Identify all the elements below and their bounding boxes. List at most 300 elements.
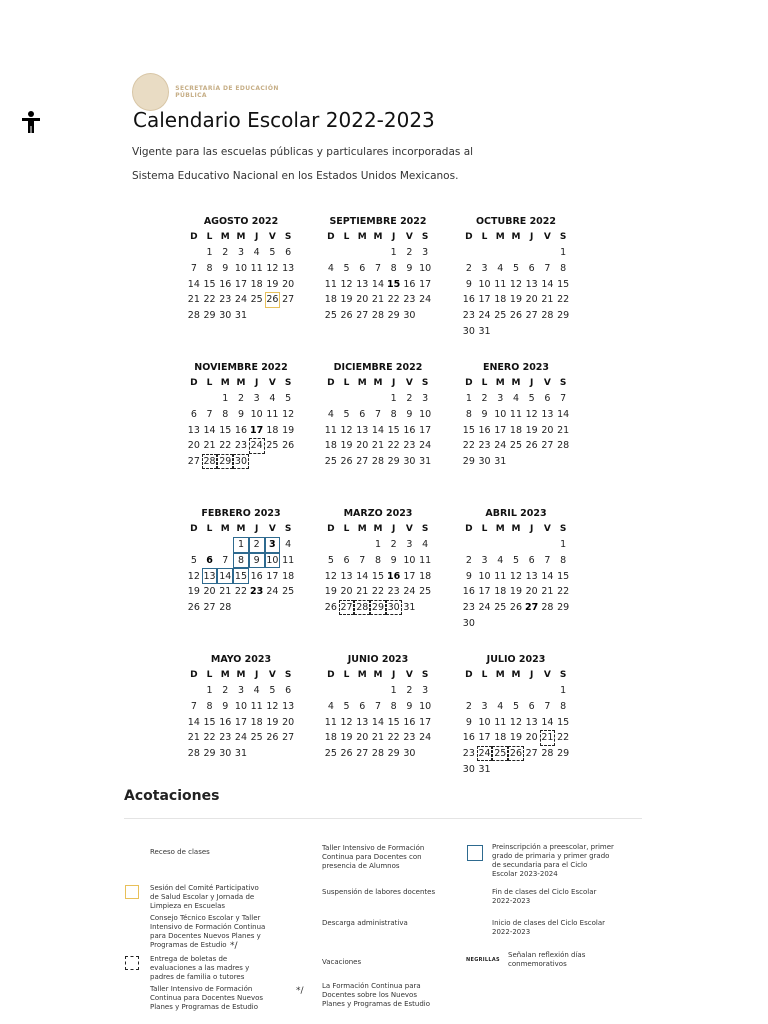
legend-suspension: Suspensión de labores docentes <box>322 888 436 896</box>
legend-descarga: Descarga administrativa <box>322 919 408 927</box>
day-cell: 11 <box>494 570 507 582</box>
day-cell: 26 <box>265 292 281 308</box>
week-row <box>461 438 571 454</box>
day-cell: 4 <box>512 393 519 405</box>
week-row <box>323 553 433 569</box>
weekday-header: J <box>391 378 396 388</box>
weekday-header: D <box>465 670 473 680</box>
day-cell: 13 <box>356 716 369 728</box>
day-cell: 23 <box>387 586 400 598</box>
day-cell: 12 <box>340 716 353 728</box>
day-cell: 27 <box>282 732 295 744</box>
day-cell: 10 <box>419 263 432 275</box>
day-cell: 28 <box>371 748 384 760</box>
week-row <box>323 308 433 324</box>
day-cell: 20 <box>541 424 554 436</box>
week-row <box>186 391 296 407</box>
day-cell: 20 <box>203 586 216 598</box>
month-table <box>461 229 571 339</box>
day-cell: 25 <box>494 310 507 322</box>
day-cell: 8 <box>560 263 567 275</box>
day-cell: 28 <box>541 748 554 760</box>
week-row <box>186 584 296 600</box>
day-cell: 14 <box>187 278 200 290</box>
day-cell: 23 <box>219 732 232 744</box>
weekday-header: V <box>405 378 413 388</box>
day-cell: 23 <box>219 294 232 306</box>
weekday-header: M <box>511 670 521 680</box>
day-cell: 28 <box>371 310 384 322</box>
day-cell: 29 <box>462 456 475 468</box>
day-cell: 16 <box>403 424 416 436</box>
week-row <box>461 245 571 261</box>
day-cell: 1 <box>206 247 213 259</box>
day-cell: 18 <box>266 424 279 436</box>
day-cell: 1 <box>206 685 213 697</box>
month-name: MARZO 2023 <box>343 508 413 519</box>
day-cell: 10 <box>403 555 416 567</box>
week-row <box>186 730 296 746</box>
month-table <box>461 521 571 631</box>
weekday-header: M <box>373 378 383 388</box>
week-row <box>461 584 571 600</box>
week-row <box>186 438 296 454</box>
week-row <box>323 391 433 407</box>
weekday-header: L <box>206 524 213 534</box>
day-cell: 7 <box>359 555 366 567</box>
day-cell: 14 <box>557 409 570 421</box>
day-cell: 26 <box>266 732 279 744</box>
day-cell: 21 <box>541 294 554 306</box>
day-cell: 20 <box>525 294 538 306</box>
day-cell: 17 <box>234 278 247 290</box>
day-cell: 15 <box>387 278 401 290</box>
day-cell: 12 <box>509 716 522 728</box>
day-cell: 19 <box>509 732 522 744</box>
legend-vacaciones: Vacaciones <box>322 958 362 966</box>
day-cell: 13 <box>525 716 538 728</box>
day-cell: 3 <box>481 263 488 275</box>
weekday-header: M <box>357 670 367 680</box>
day-cell: 14 <box>541 716 554 728</box>
day-cell: 27 <box>541 440 554 452</box>
day-cell: 17 <box>419 424 432 436</box>
weekday-header: L <box>481 524 488 534</box>
day-cell: 18 <box>324 440 337 452</box>
day-cell: 17 <box>266 570 279 582</box>
day-cell: 11 <box>419 555 432 567</box>
day-cell: 21 <box>371 294 384 306</box>
month-calendar <box>461 507 571 631</box>
day-cell: 29 <box>387 456 400 468</box>
week-row <box>461 761 571 777</box>
day-cell: 26 <box>509 602 522 614</box>
legend-taller2: Taller Intensivo de Formación Continua para Docentes Nuevos Planes y Programas de Estudio <box>150 985 264 1011</box>
day-cell: 5 <box>343 409 350 421</box>
day-cell: 3 <box>265 537 281 553</box>
empty-cell <box>323 683 339 699</box>
day-cell: 3 <box>481 701 488 713</box>
day-cell: 22 <box>557 294 570 306</box>
day-cell: 24 <box>234 732 247 744</box>
day-cell: 28 <box>557 440 570 452</box>
day-cell: 28 <box>219 602 232 614</box>
day-cell: 29 <box>557 748 570 760</box>
day-cell: 7 <box>206 409 213 421</box>
day-cell: 4 <box>253 247 260 259</box>
month-calendar <box>323 361 433 469</box>
weekday-header: S <box>559 670 567 680</box>
weekday-header: J <box>391 232 396 242</box>
day-cell: 30 <box>403 310 416 322</box>
day-cell: 25 <box>324 310 337 322</box>
legend-preinscripcion: Preinscripción a preescolar, primer grado de primaria y primer grado de secundaria para el Ciclo Escolar 2023-2024 <box>492 843 614 878</box>
empty-cell <box>555 323 571 339</box>
day-cell: 26 <box>508 746 524 762</box>
week-row <box>461 407 571 423</box>
weekday-header: L <box>206 232 213 242</box>
day-cell: 7 <box>374 701 381 713</box>
day-cell: 1 <box>390 685 397 697</box>
day-cell: 5 <box>512 555 519 567</box>
empty-cell <box>339 391 355 407</box>
empty-cell <box>323 391 339 407</box>
empty-cell <box>524 683 540 699</box>
day-cell: 19 <box>266 278 279 290</box>
day-cell: 4 <box>269 393 276 405</box>
month-name: JULIO 2023 <box>486 654 546 665</box>
empty-cell <box>280 600 296 616</box>
day-cell: 21 <box>203 440 216 452</box>
day-cell: 26 <box>340 748 353 760</box>
empty-cell <box>202 391 218 407</box>
legend-boletas: Entrega de boletas de evaluaciones a las madres y padres de familia o tutores <box>150 955 250 981</box>
day-cell: 23 <box>250 586 264 598</box>
day-cell: 14 <box>203 424 216 436</box>
day-cell: 12 <box>266 263 279 275</box>
weekday-header: J <box>529 378 534 388</box>
weekday-header: D <box>190 524 198 534</box>
day-cell: 8 <box>206 701 213 713</box>
empty-cell <box>186 537 202 553</box>
day-cell: 16 <box>234 424 247 436</box>
day-cell: 3 <box>253 393 260 405</box>
day-cell: 25 <box>266 440 279 452</box>
day-cell: 9 <box>222 701 229 713</box>
empty-cell <box>280 308 296 324</box>
day-cell: 22 <box>219 440 232 452</box>
weekday-header: M <box>511 232 521 242</box>
month-table <box>186 375 296 469</box>
day-cell: 26 <box>340 456 353 468</box>
day-cell: 1 <box>560 685 567 697</box>
day-cell: 11 <box>266 409 279 421</box>
day-cell: 5 <box>190 555 197 567</box>
day-cell: 14 <box>356 570 369 582</box>
day-cell: 13 <box>525 278 538 290</box>
day-cell: 19 <box>340 732 353 744</box>
weekday-header: V <box>268 378 276 388</box>
empty-cell <box>354 683 370 699</box>
day-cell: 27 <box>356 310 369 322</box>
day-cell: 23 <box>462 748 475 760</box>
day-cell: 21 <box>187 294 200 306</box>
weekday-header: L <box>343 232 350 242</box>
weekday-header: L <box>343 670 350 680</box>
day-cell: 7 <box>544 263 551 275</box>
week-row <box>323 600 433 616</box>
empty-cell <box>417 746 433 762</box>
empty-cell <box>265 454 281 470</box>
day-cell: 28 <box>371 456 384 468</box>
day-cell: 8 <box>390 409 397 421</box>
day-cell: 12 <box>324 570 337 582</box>
day-cell: 23 <box>403 294 416 306</box>
weekday-header: D <box>327 670 335 680</box>
week-row <box>461 553 571 569</box>
week-row <box>186 454 296 470</box>
month-table <box>186 229 296 323</box>
empty-cell <box>508 761 524 777</box>
week-row <box>186 292 296 308</box>
month-name: DICIEMBRE 2022 <box>333 362 423 373</box>
empty-cell <box>540 454 556 470</box>
day-cell: 11 <box>250 263 263 275</box>
day-cell: 6 <box>359 263 366 275</box>
day-cell: 23 <box>462 310 475 322</box>
day-cell: 19 <box>187 586 200 598</box>
weekday-header: D <box>327 378 335 388</box>
month-table <box>323 667 433 761</box>
weekday-header: S <box>559 232 567 242</box>
day-cell: 2 <box>481 393 488 405</box>
day-cell: 14 <box>371 278 384 290</box>
day-cell: 19 <box>525 424 538 436</box>
week-row <box>186 568 296 584</box>
day-cell: 14 <box>371 716 384 728</box>
day-cell: 6 <box>359 409 366 421</box>
day-cell: 10 <box>478 570 491 582</box>
weekday-header: M <box>357 378 367 388</box>
day-cell: 30 <box>462 617 475 629</box>
empty-cell <box>339 537 355 553</box>
day-cell: 2 <box>406 685 413 697</box>
day-cell: 22 <box>557 732 570 744</box>
weekday-header: J <box>529 524 534 534</box>
weekday-header: L <box>343 378 350 388</box>
empty-cell <box>524 761 540 777</box>
day-cell: 31 <box>419 456 432 468</box>
empty-cell <box>524 323 540 339</box>
weekday-header: M <box>495 670 505 680</box>
week-row <box>323 746 433 762</box>
day-cell: 3 <box>237 685 244 697</box>
month-table <box>461 375 571 469</box>
empty-cell <box>339 245 355 261</box>
weekday-header: D <box>465 524 473 534</box>
week-row <box>323 276 433 292</box>
empty-cell <box>508 454 524 470</box>
day-cell: 17 <box>478 294 491 306</box>
day-cell: 20 <box>356 294 369 306</box>
day-cell: 22 <box>387 294 400 306</box>
weekday-header: M <box>220 670 230 680</box>
day-cell: 9 <box>465 570 472 582</box>
empty-cell <box>461 537 477 553</box>
weekday-header: S <box>284 524 292 534</box>
weekday-header: S <box>421 232 429 242</box>
accessibility-icon[interactable] <box>20 110 42 134</box>
legend-cte: Consejo Técnico Escolar y Taller Intensivo de Formación Continua para Docentes Nuevos Planes y Programas de Estudio <box>150 914 266 949</box>
day-cell: 15 <box>371 570 384 582</box>
day-cell: 15 <box>203 716 216 728</box>
day-cell: 17 <box>478 732 491 744</box>
day-cell: 21 <box>557 424 570 436</box>
day-cell: 9 <box>406 701 413 713</box>
day-cell: 7 <box>560 393 567 405</box>
weekday-header: V <box>405 670 413 680</box>
day-cell: 21 <box>371 440 384 452</box>
weekday-header: D <box>465 232 473 242</box>
empty-cell <box>524 454 540 470</box>
month-calendar <box>186 215 296 323</box>
day-cell: 4 <box>253 685 260 697</box>
weekday-header: S <box>559 378 567 388</box>
week-row <box>323 730 433 746</box>
week-row <box>323 407 433 423</box>
empty-cell <box>540 761 556 777</box>
day-cell: 1 <box>465 393 472 405</box>
weekday-header: V <box>543 670 551 680</box>
day-cell: 7 <box>222 555 229 567</box>
day-cell: 7 <box>544 701 551 713</box>
week-row <box>461 699 571 715</box>
day-cell: 9 <box>465 278 472 290</box>
week-row <box>186 422 296 438</box>
month-table <box>461 667 571 777</box>
week-row <box>461 292 571 308</box>
day-cell: 11 <box>494 278 507 290</box>
day-cell: 21 <box>187 732 200 744</box>
day-cell: 31 <box>478 325 491 337</box>
weekday-header: M <box>236 378 246 388</box>
weekday-header: J <box>254 670 259 680</box>
empty-cell <box>370 683 386 699</box>
day-cell: 24 <box>266 586 279 598</box>
empty-cell <box>492 245 508 261</box>
week-row <box>186 699 296 715</box>
day-cell: 3 <box>422 247 429 259</box>
day-cell: 28 <box>541 602 554 614</box>
day-cell: 28 <box>202 454 218 470</box>
weekday-header: M <box>511 524 521 534</box>
empty-cell <box>202 537 218 553</box>
day-cell: 23 <box>478 440 491 452</box>
day-cell: 10 <box>419 701 432 713</box>
day-cell: 2 <box>406 247 413 259</box>
day-cell: 22 <box>371 586 384 598</box>
day-cell: 15 <box>233 568 249 584</box>
day-cell: 4 <box>327 701 334 713</box>
month-table <box>323 229 433 323</box>
day-cell: 3 <box>422 685 429 697</box>
day-cell: 2 <box>222 247 229 259</box>
legend-cte-mark: */ <box>230 941 238 951</box>
weekday-header: D <box>190 232 198 242</box>
day-cell: 2 <box>390 539 397 551</box>
weekday-header: J <box>254 524 259 534</box>
empty-cell <box>555 454 571 470</box>
day-cell: 5 <box>343 263 350 275</box>
legend-swatch-blue <box>467 845 483 861</box>
day-cell: 2 <box>465 555 472 567</box>
weekday-header: V <box>543 378 551 388</box>
day-cell: 18 <box>419 570 432 582</box>
week-row <box>323 292 433 308</box>
day-cell: 15 <box>387 716 400 728</box>
day-cell: 9 <box>222 263 229 275</box>
weekday-header: J <box>254 232 259 242</box>
day-cell: 26 <box>340 310 353 322</box>
month-name: FEBRERO 2023 <box>201 508 281 519</box>
week-row <box>461 323 571 339</box>
empty-cell <box>233 600 249 616</box>
day-cell: 12 <box>340 424 353 436</box>
legend-divider <box>124 818 642 819</box>
legend-swatch-yellow <box>125 885 139 899</box>
day-cell: 24 <box>249 438 265 454</box>
day-cell: 31 <box>494 456 507 468</box>
day-cell: 30 <box>478 456 491 468</box>
week-row <box>461 615 571 631</box>
weekday-header: J <box>254 378 259 388</box>
legend-formacion: La Formación Continua para Docentes sobre los Nuevos Planes y Programas de Estudio <box>322 982 431 1008</box>
day-cell: 2 <box>249 537 265 553</box>
day-cell: 6 <box>285 685 292 697</box>
empty-cell <box>555 615 571 631</box>
month-calendar <box>461 215 571 339</box>
day-cell: 24 <box>419 294 432 306</box>
day-cell: 6 <box>528 263 535 275</box>
day-cell: 3 <box>422 393 429 405</box>
week-row <box>461 568 571 584</box>
weekday-header: M <box>373 524 383 534</box>
empty-cell <box>323 245 339 261</box>
day-cell: 14 <box>371 424 384 436</box>
day-cell: 27 <box>203 602 216 614</box>
day-cell: 2 <box>465 263 472 275</box>
day-cell: 15 <box>203 278 216 290</box>
week-row <box>461 730 571 746</box>
week-row <box>186 261 296 277</box>
day-cell: 10 <box>478 278 491 290</box>
day-cell: 5 <box>528 393 535 405</box>
day-cell: 18 <box>282 570 295 582</box>
day-cell: 17 <box>419 716 432 728</box>
weekday-header: V <box>543 232 551 242</box>
day-cell: 15 <box>557 716 570 728</box>
day-cell: 20 <box>356 440 369 452</box>
empty-cell <box>417 600 433 616</box>
day-cell: 24 <box>419 732 432 744</box>
day-cell: 29 <box>203 748 216 760</box>
day-cell: 1 <box>390 393 397 405</box>
day-cell: 10 <box>250 409 263 421</box>
day-cell: 30 <box>403 456 416 468</box>
day-cell: 8 <box>206 263 213 275</box>
day-cell: 22 <box>387 440 400 452</box>
month-calendar <box>323 215 433 323</box>
